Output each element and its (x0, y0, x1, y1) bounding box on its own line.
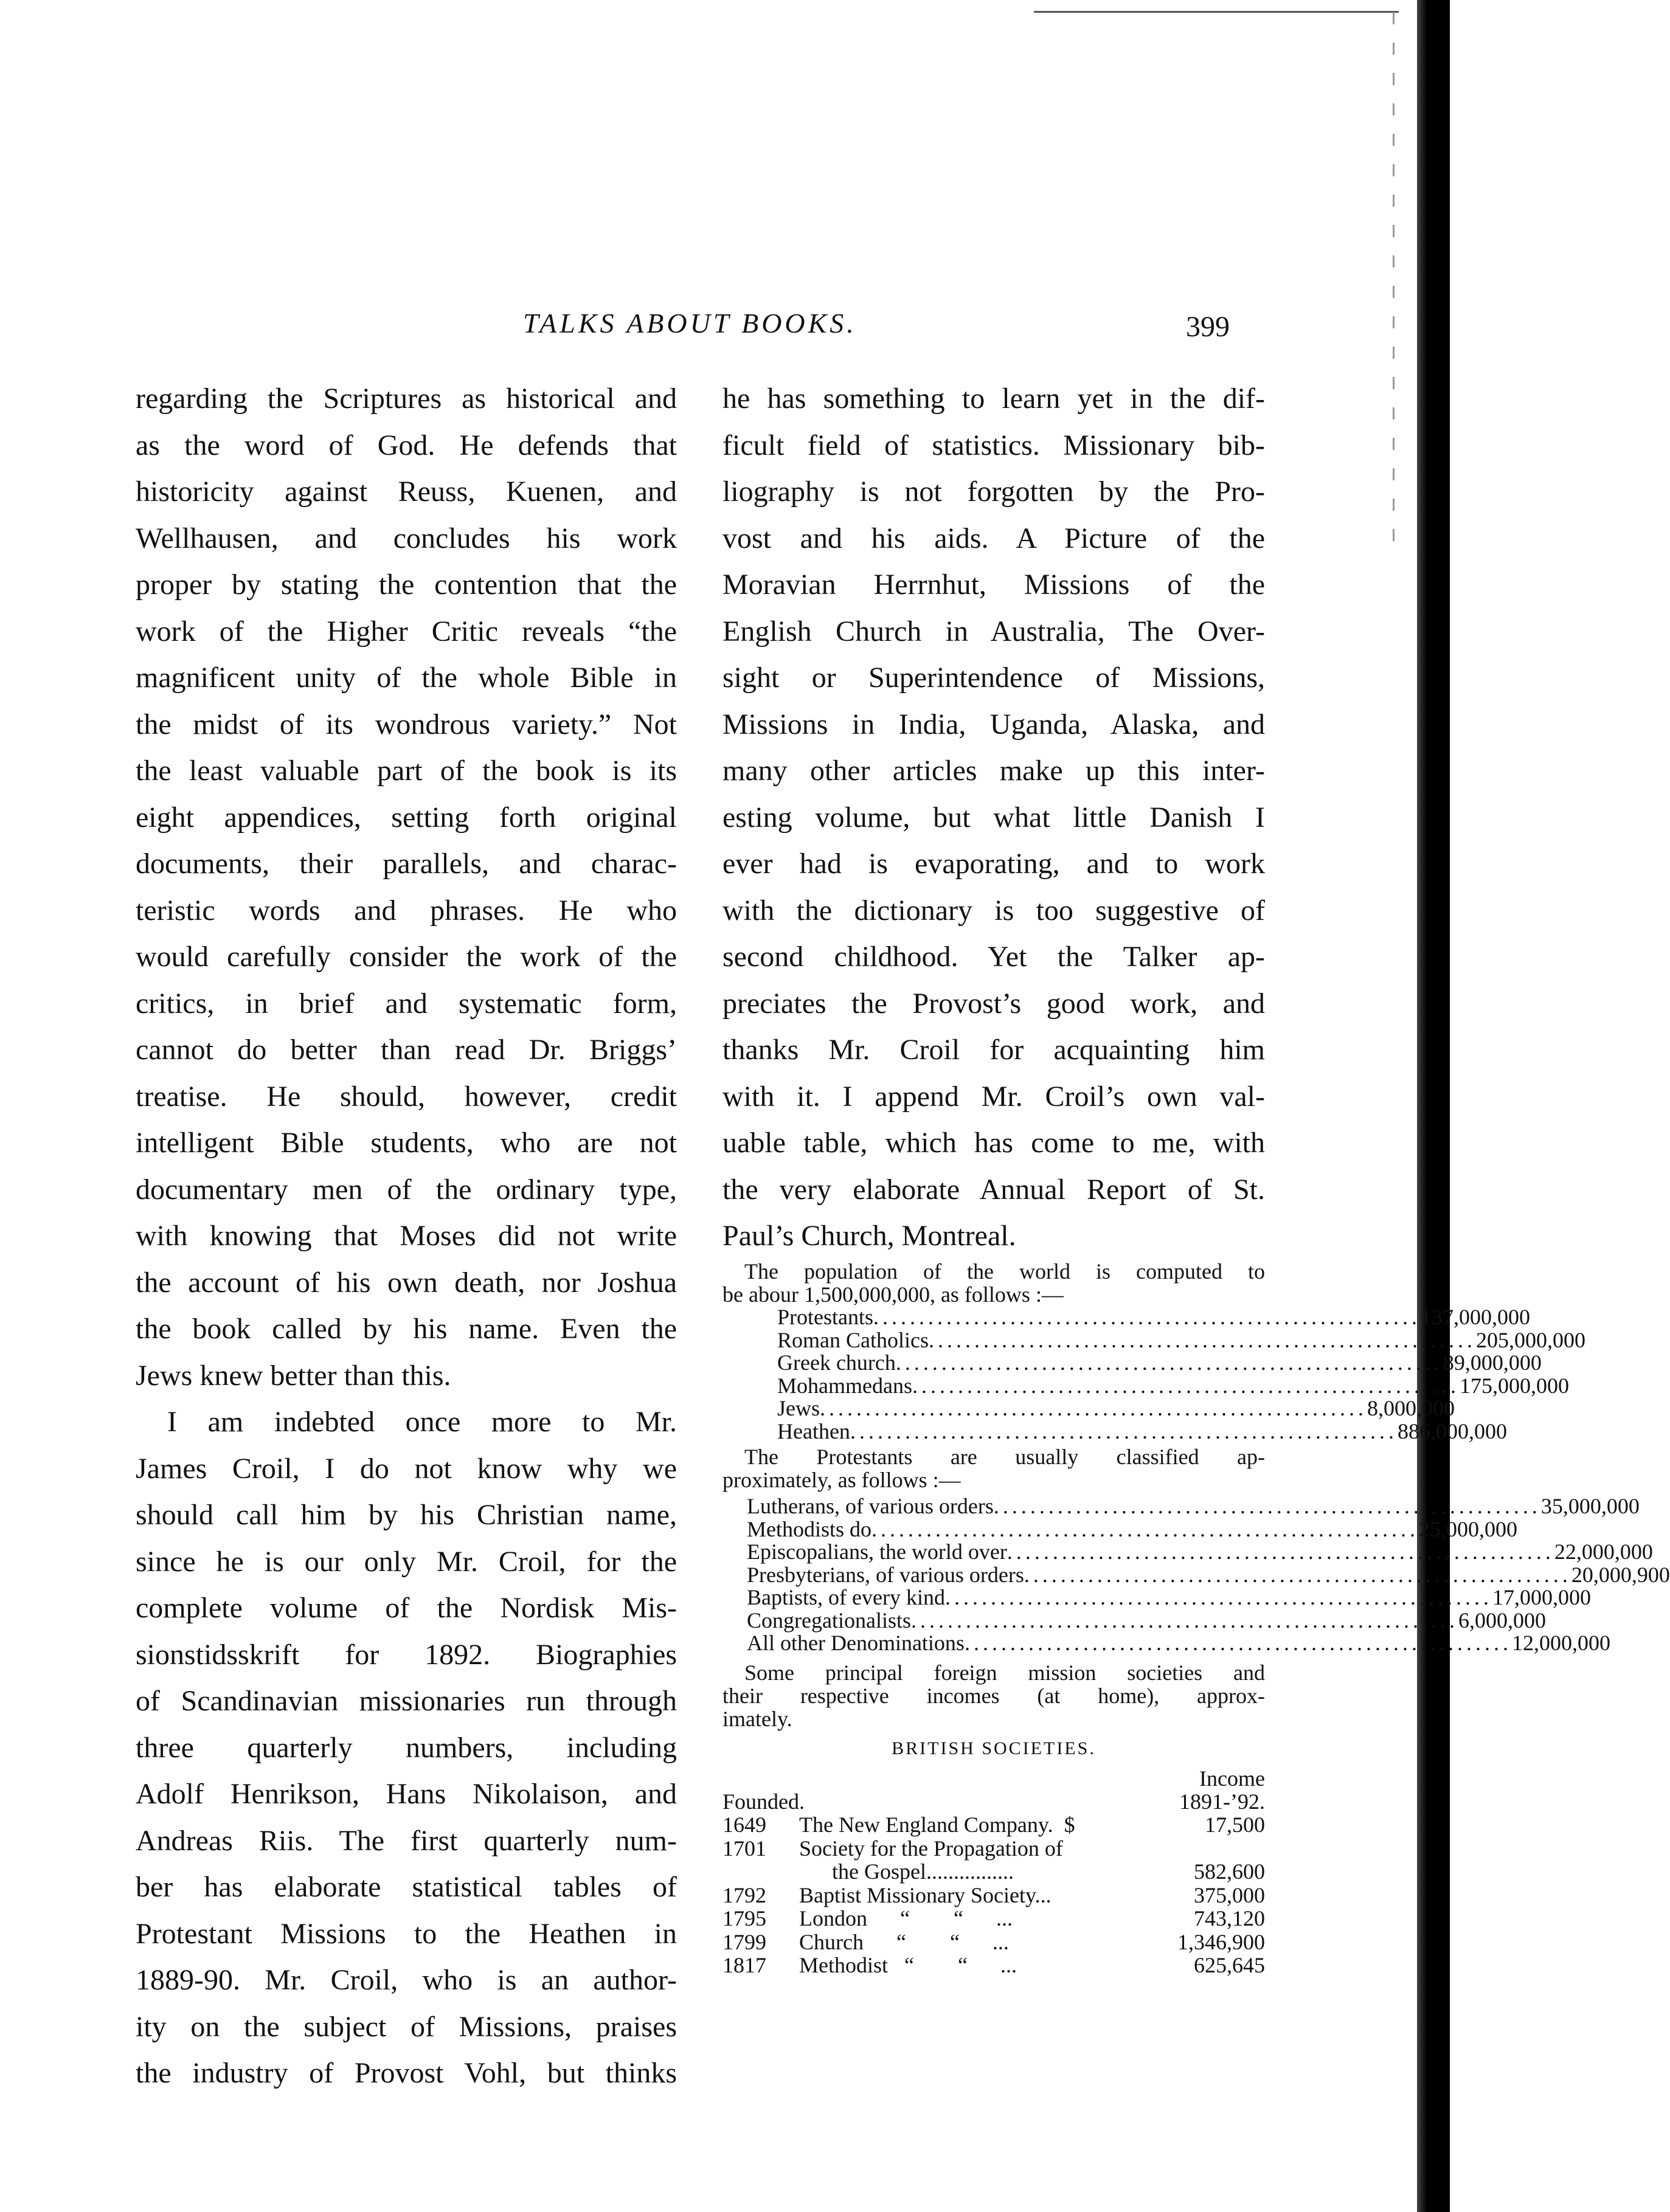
table-row (747, 1562, 1670, 1587)
population-table (777, 1305, 1585, 1443)
text-line: esting volume, but what little Danish I (722, 801, 1265, 834)
societies-table (722, 1813, 1265, 1977)
societies-header-row (722, 1790, 1265, 1814)
row-value: 22,000,000 (1554, 1540, 1653, 1564)
text-line: preciates the Provost’s good work, and (722, 987, 1265, 1020)
text-line: sionstidsskrift for 1892. Biographies (136, 1638, 677, 1671)
text-line: Moravian Herrnhut, Missions of the (722, 569, 1265, 601)
text-line: ficult field of statistics. Missionary bib- (722, 429, 1265, 461)
text-line: he has something to learn yet in the dif- (722, 382, 1265, 415)
text-line: magnificent unity of the whole Bible in (136, 662, 677, 694)
society-row (722, 1837, 1265, 1861)
societies-heading: BRITISH SOCIETIES. (892, 1738, 1096, 1758)
row-label: All other Denominations (747, 1631, 965, 1655)
leader-dots: ............................................................ (928, 1327, 1476, 1352)
leader-dots: ............................................................ (910, 1608, 1458, 1633)
scan-page-edge (1393, 12, 1395, 559)
row-label: Baptists, of every kind (747, 1585, 945, 1609)
table-row (747, 1516, 1518, 1541)
table-row (747, 1631, 1610, 1655)
table-row (747, 1494, 1640, 1518)
text-line: the book called by his name. Even the (136, 1313, 677, 1345)
leader-dots: ............................................................ (895, 1350, 1443, 1375)
row-value: 205,000,000 (1475, 1327, 1585, 1352)
text-line: should call him by his Christian name, (136, 1499, 677, 1531)
society-name: Church “ “ ... (799, 1929, 1009, 1954)
protestant-table (747, 1494, 1670, 1655)
text-line: ever had is evaporating, and to work (722, 848, 1265, 880)
text-line: Paul’s Church, Montreal. (722, 1220, 1016, 1252)
society-row (722, 1907, 1265, 1930)
text-line: eight appendices, setting forth original (136, 801, 677, 834)
text-line: the very elaborate Annual Report of St. (722, 1173, 1265, 1206)
text-line: regarding the Scriptures as historical and (136, 382, 677, 415)
societies-intro (722, 1661, 1265, 1730)
text-line: Missions in India, Uganda, Alaska, and (722, 708, 1265, 741)
text-line: historicity against Reuss, Kuenen, and (136, 475, 677, 508)
society-name: London “ “ ... (799, 1906, 1013, 1930)
table-row (747, 1585, 1591, 1609)
society-name: Baptist Missionary Society... (799, 1882, 1052, 1907)
founded-year: 1799 (722, 1929, 766, 1954)
text-line: imately. (722, 1706, 792, 1731)
text-line: work of the Higher Critic reveals “the (136, 615, 677, 648)
society-row (722, 1954, 1265, 1977)
text-line: Some principal foreign mission societies and (744, 1660, 1265, 1685)
row-value: 6,000,000 (1458, 1608, 1546, 1633)
founded-year: 1649 (722, 1813, 766, 1837)
text-line: since he is our only Mr. Croil, for the (136, 1545, 677, 1578)
text-line: of Scandinavian missionaries run through (136, 1685, 677, 1717)
text-line: many other articles make up this inter- (722, 755, 1265, 787)
text-line: with the dictionary is too suggestive of (722, 894, 1265, 927)
society-income (1155, 1837, 1265, 1861)
text-line: intelligent Bible students, who are not (136, 1127, 677, 1159)
leader-dots: ............................................................ (871, 1516, 1419, 1541)
text-line: uable table, which has come to me, with (722, 1127, 1265, 1159)
row-label: Congregationalists (747, 1608, 911, 1633)
text-line: thanks Mr. Croil for acquainting him (722, 1034, 1265, 1066)
text-line: Jews knew better than this. (136, 1359, 451, 1392)
scan-top-edge (1034, 11, 1399, 13)
founded-year (722, 1860, 761, 1884)
table-row (777, 1305, 1530, 1329)
row-value: 89,000,000 (1443, 1350, 1542, 1375)
table-row (777, 1350, 1542, 1375)
text-line: ity on the subject of Missions, praises (136, 2010, 677, 2043)
text-line: would carefully consider the work of the (136, 941, 677, 973)
text-line: proximately, as follows :— (722, 1468, 961, 1492)
row-value: 20,000,900 (1571, 1562, 1670, 1587)
text-line: their respective incomes (at home), approx- (722, 1683, 1265, 1708)
row-label: Greek church (777, 1350, 896, 1375)
text-line: three quarterly numbers, including (136, 1731, 677, 1764)
row-label: Episcopalians, the world over (747, 1540, 1007, 1564)
row-label: Heathen (777, 1419, 850, 1443)
text-line: Protestant Missions to the Heathen in (136, 1917, 677, 1950)
text-line: treatise. He should, however, credit (136, 1080, 677, 1113)
text-line: James Croil, I do not know why we (136, 1452, 677, 1485)
text-line: documentary men of the ordinary type, (136, 1173, 677, 1206)
text-line: liography is not forgotten by the Pro- (722, 475, 1265, 508)
leader-dots: ............................................................ (1007, 1540, 1554, 1564)
income-year-header: 1891-’92. (1179, 1789, 1265, 1814)
text-line: the industry of Provost Vohl, but thinks (136, 2057, 677, 2089)
society-name: the Gospel................ (799, 1859, 1014, 1884)
founded-year: 1795 (722, 1906, 766, 1930)
left-column (136, 376, 677, 2097)
text-line: the least valuable part of the book is its (136, 755, 677, 787)
text-line: the midst of its wondrous variety.” Not (136, 708, 677, 741)
leader-dots: ............................................................ (993, 1494, 1541, 1518)
text-line: the account of his own death, nor Joshua (136, 1266, 677, 1299)
leader-dots: ............................................................ (850, 1419, 1398, 1443)
row-value: 886,000,000 (1397, 1419, 1507, 1443)
page-number: 399 (1186, 311, 1230, 343)
text-line: be abour 1,500,000,000, as follows :— (722, 1282, 1064, 1307)
leader-dots: ............................................................ (964, 1631, 1512, 1655)
leader-dots: ............................................................ (912, 1373, 1460, 1398)
society-income: 17,500 (1205, 1813, 1265, 1837)
protestant-intro (722, 1445, 1265, 1491)
table-row (747, 1540, 1653, 1564)
population-intro (722, 1260, 1265, 1306)
text-line: The Protestants are usually classified ap- (744, 1445, 1265, 1469)
text-line: second childhood. Yet the Talker ap- (722, 941, 1265, 973)
text-line: critics, in brief and systematic form, (136, 987, 677, 1020)
text-line: as the word of God. He defends that (136, 429, 677, 461)
society-name: The New England Company. $ (799, 1813, 1075, 1837)
table-row (747, 1608, 1546, 1633)
text-line: vost and his aids. A Picture of the (722, 522, 1265, 555)
row-label: Lutherans, of various orders (747, 1494, 994, 1518)
text-line: Adolf Henrikson, Hans Nikolaison, and (136, 1778, 677, 1810)
row-label: Protestants (777, 1305, 873, 1329)
leader-dots: ............................................................ (1024, 1562, 1571, 1587)
table-row (777, 1327, 1585, 1352)
population-block (722, 1259, 1670, 1977)
row-value: 12,000,000 (1511, 1631, 1610, 1655)
text-line: with knowing that Moses did not write (136, 1220, 677, 1252)
society-income: 375,000 (1194, 1882, 1265, 1907)
text-line: Wellhausen, and concludes his work (136, 522, 677, 555)
row-value: 175,000,000 (1459, 1373, 1569, 1398)
text-line: with it. I append Mr. Croil’s own val- (722, 1080, 1265, 1113)
founded-header: Founded. (722, 1789, 805, 1814)
society-income: 1,346,900 (1177, 1929, 1265, 1954)
text-line: cannot do better than read Dr. Briggs’ (136, 1034, 677, 1066)
text-line: documents, their parallels, and charac- (136, 848, 677, 880)
income-header: Income (1199, 1766, 1265, 1791)
row-value: 25,000,000 (1419, 1516, 1518, 1541)
table-row (777, 1373, 1569, 1398)
row-value: 17,000,000 (1492, 1585, 1591, 1609)
text-line: English Church in Australia, The Over- (722, 615, 1265, 648)
text-line: proper by stating the contention that the (136, 569, 677, 601)
text-line: Andreas Riis. The first quarterly num- (136, 1824, 677, 1857)
row-value: 8,000,000 (1367, 1396, 1455, 1420)
row-label: Jews (777, 1396, 820, 1420)
society-row (722, 1884, 1265, 1907)
society-row (722, 1930, 1265, 1954)
leader-dots: ............................................................ (873, 1305, 1421, 1329)
founded-year: 1817 (722, 1953, 766, 1977)
row-label: Mohammedans (777, 1373, 912, 1398)
running-title: TALKS ABOUT BOOKS. (523, 308, 857, 339)
founded-year: 1701 (722, 1836, 766, 1861)
scan-binding-shadow (1417, 0, 1450, 2212)
society-row (722, 1860, 1265, 1884)
row-value: 137,000,000 (1421, 1305, 1530, 1329)
text-line: ber has elaborate statistical tables of (136, 1871, 677, 1903)
text-line: complete volume of the Nordisk Mis- (136, 1592, 677, 1624)
table-row (777, 1419, 1507, 1443)
society-income: 743,120 (1194, 1906, 1265, 1930)
society-income: 582,600 (1194, 1859, 1265, 1884)
table-row (777, 1396, 1455, 1420)
text-line: 1889-90. Mr. Croil, who is an author- (136, 1964, 677, 1996)
society-row (722, 1813, 1265, 1837)
text-line: teristic words and phrases. He who (136, 894, 677, 927)
row-label: Methodists do (747, 1516, 872, 1541)
founded-year: 1792 (722, 1882, 766, 1907)
text-line: I am indebted once more to Mr. (167, 1406, 677, 1438)
row-value: 35,000,000 (1540, 1494, 1640, 1518)
leader-dots: ............................................................ (944, 1585, 1492, 1609)
society-income: 625,645 (1194, 1953, 1265, 1977)
row-label: Roman Catholics (777, 1327, 929, 1352)
text-line: The population of the world is computed to (744, 1259, 1265, 1284)
row-label: Presbyterians, of various orders (747, 1562, 1024, 1587)
society-name: Society for the Propagation of (799, 1836, 1063, 1861)
society-name: Methodist “ “ ... (799, 1953, 1017, 1977)
text-line: sight or Superintendence of Missions, (722, 662, 1265, 694)
right-column (722, 376, 1265, 1260)
leader-dots: ............................................................ (820, 1396, 1367, 1420)
